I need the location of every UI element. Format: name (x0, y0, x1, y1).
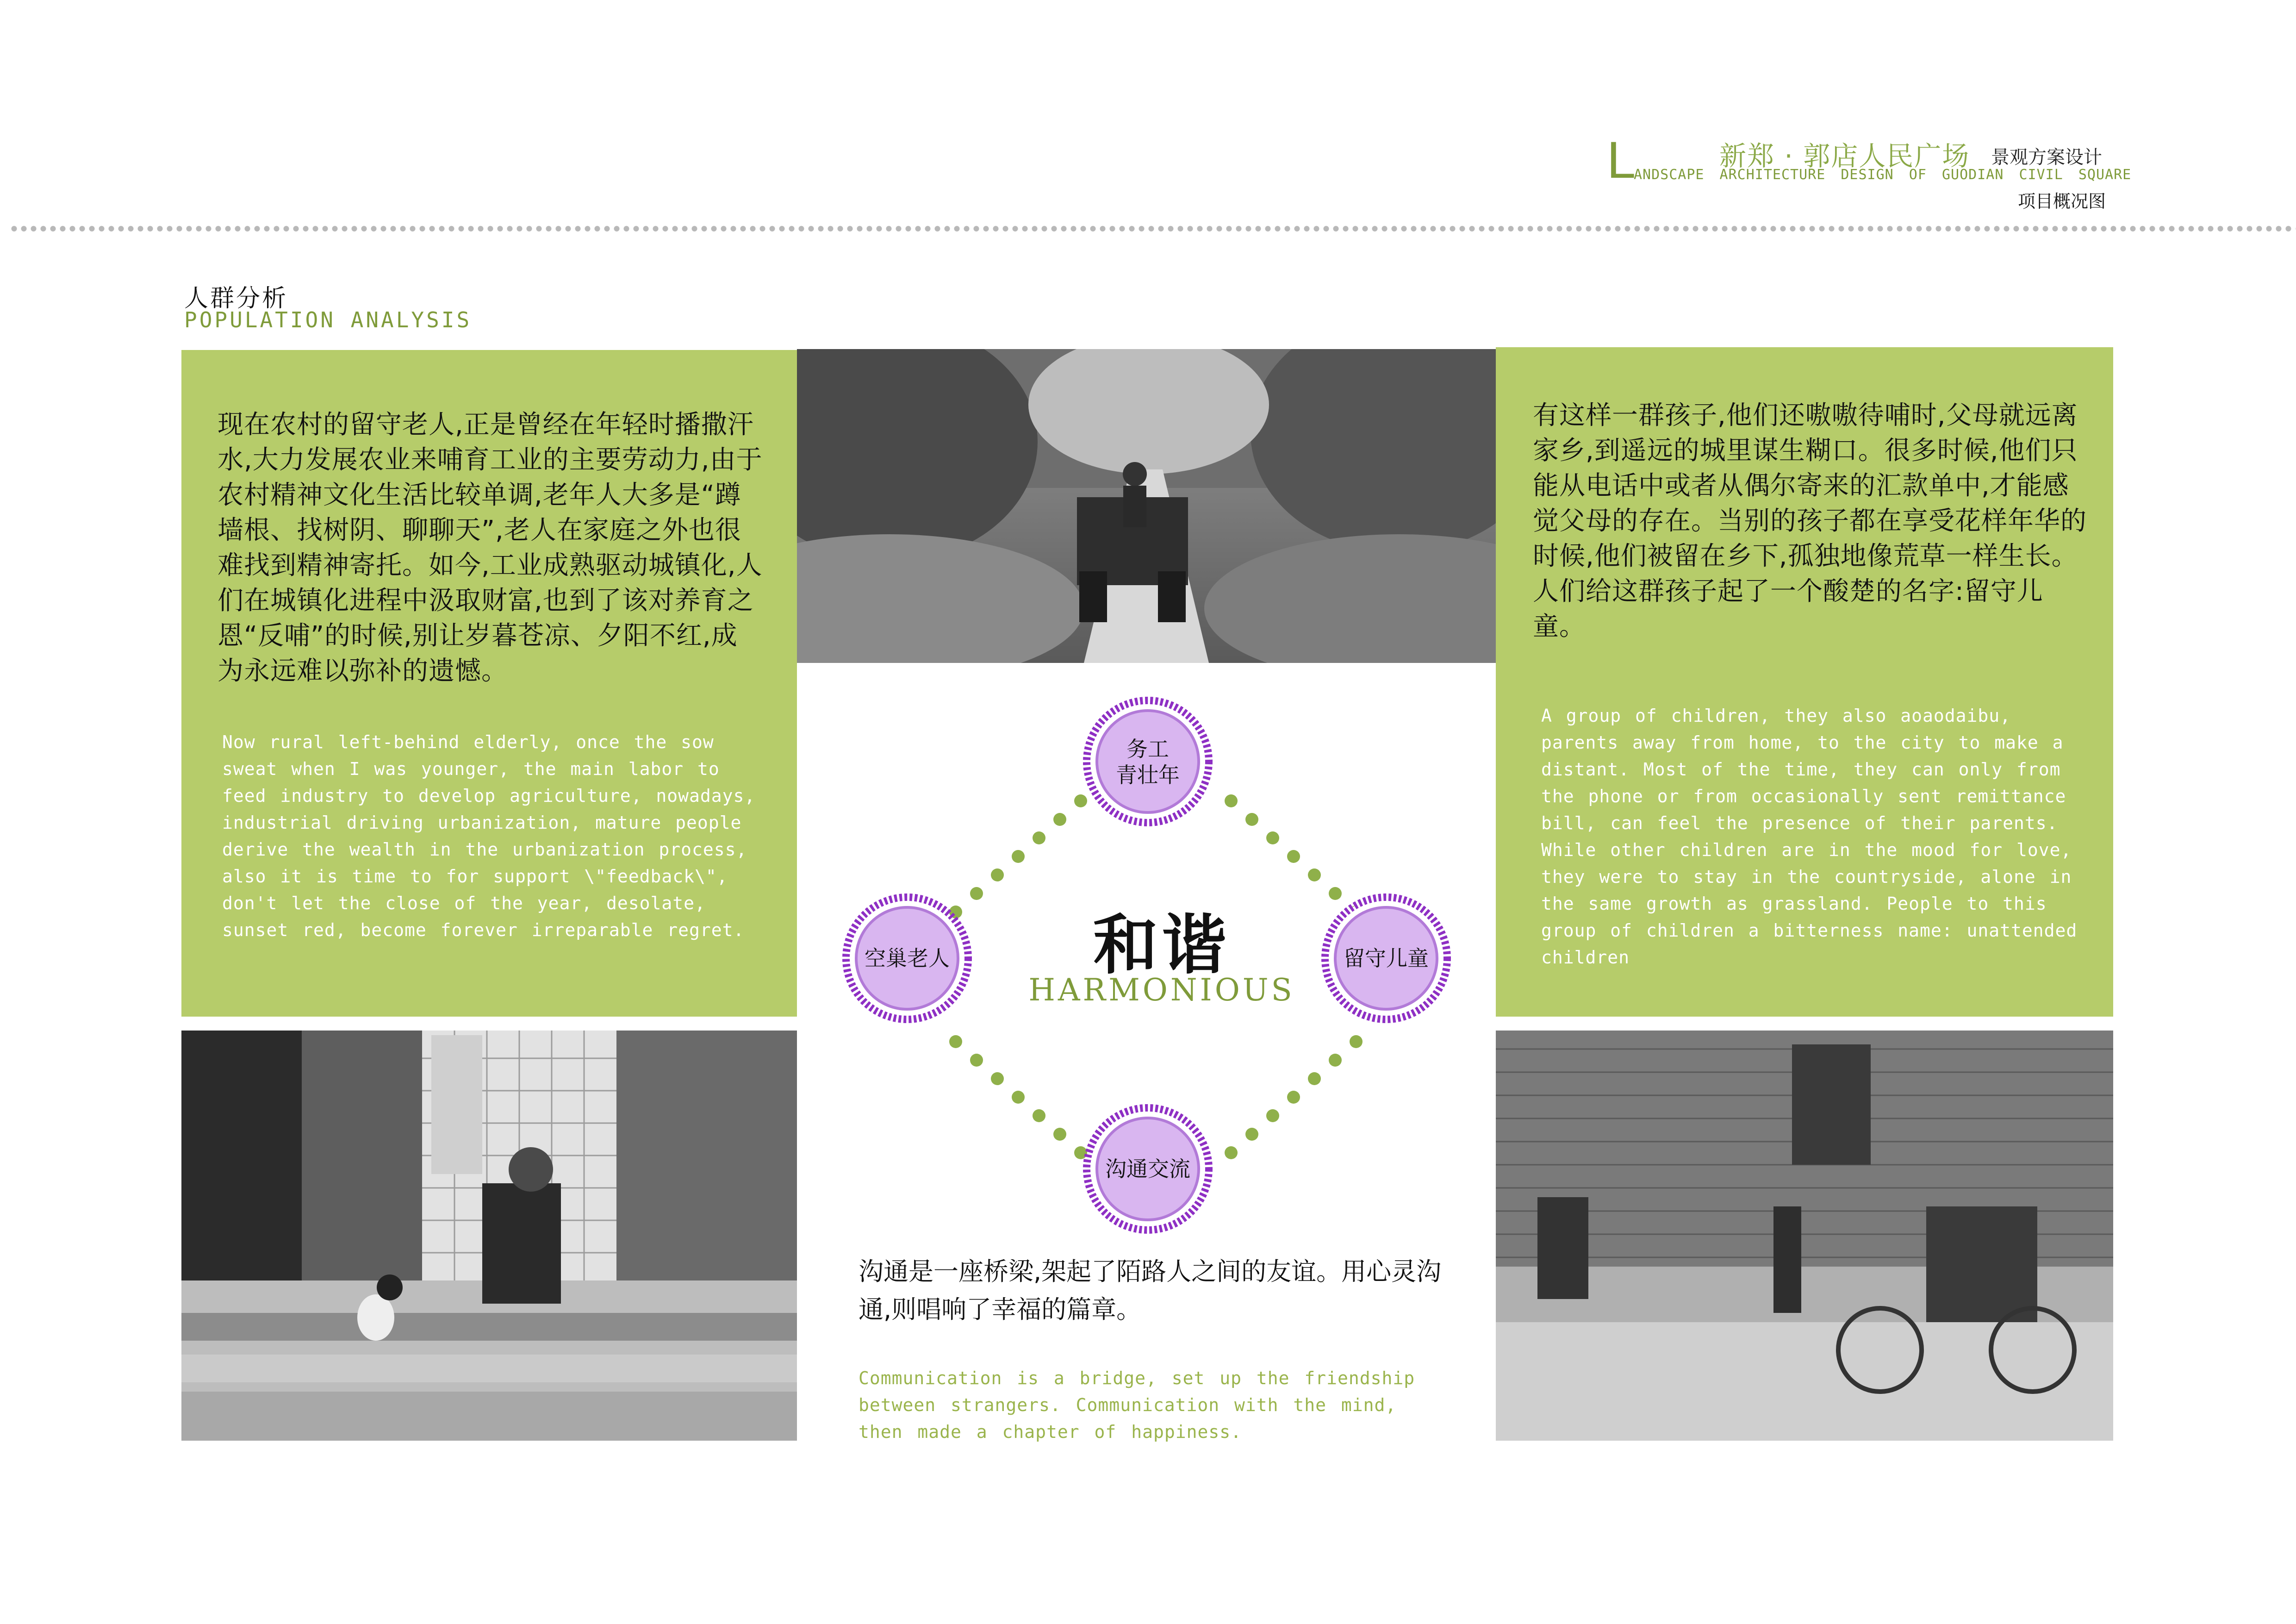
right-panel-text-en: A group of children, they also aoaodaibu, parents away from home, to the city to make a distant. Most of the time, they can only from the phone or from occasionally sent remittance bill, can feel the presence of their parents. While other children are in the mood for love, they were to stay in the countryside, alone in the same growth as grassland. People to this group of children a bitterness name: unattended children (1541, 706, 2078, 968)
dotted-divider (9, 225, 2296, 232)
diagram-center-title-cn: 和谐 (1093, 907, 1230, 983)
right-panel-text-cn: 有这样一群孩子,他们还嗷嗷待哺时,父母就远离家乡,到遥远的城里谋生糊口。很多时候,他们只能从电话中或者从偶尔寄来的汇款单中,才能感觉父母的存在。当别的孩子都在享受花样年华的时候,他们被留在乡下,孤独地像荒草一样生长。人们给这群孩子起了一个酸楚的名字:留守儿童。 (1533, 400, 2087, 642)
section-title-en: POPULATION ANALYSIS (184, 307, 472, 332)
communication-text-cn: 沟通是一座桥梁,架起了陌路人之间的友谊。用心灵沟通,则唱响了幸福的篇章。 (859, 1257, 1442, 1324)
node-label-young-workers: 务工 青壮年 (1116, 737, 1180, 787)
diagram-center-title-en: HARMONIOUS (1028, 972, 1295, 1008)
photo-tractor-road (797, 349, 1496, 663)
left-panel-text-en: Now rural left-behind elderly, once the sow sweat when I was younger, the main labor to feed industry to develop agriculture, nowadays, industrial driving urbanization, mature people derive the wealth in the urbanization process, also it is time to for support \"feedback\", don't let the close of the year, desolate, sunset red, become forever irreparable regret. (222, 732, 756, 940)
node-label-communication: 沟通交流 (1105, 1156, 1190, 1181)
header-logo-letter: L (1607, 131, 1636, 189)
section-title-cn: 人群分析 (184, 285, 288, 312)
node-label-empty-nest-elderly: 空巢老人 (865, 946, 950, 971)
header-title-cn: 新郑 · 郭店人民广场 (1719, 140, 1970, 172)
harmony-diagram (824, 685, 1500, 1287)
left-panel-text-cn: 现在农村的留守老人,正是曾经在年轻时播撒汗水,大力发展农业来哺育工业的主要劳动力,由于农村精神文化生活比较单调,老年人大多是“蹲墙根、找树阴、聊聊天”,老人在家庭之外也很难找到精神寄托。如今,工业成熟驱动城镇化,人们在城镇化进程中汲取财富,也到了该对养育之恩“反哺”的时候,别让岁暮苍凉、夕阳不红,成为永远难以弥补的遗憾。 (218, 410, 763, 686)
node-label-left-behind-children: 留守儿童 (1344, 946, 1429, 971)
header-title-en: ANDSCAPE ARCHITECTURE DESIGN OF GUODIAN CIVIL SQUARE (1634, 167, 2132, 183)
photo-elderly-man (181, 1031, 797, 1441)
communication-text-en: Communication is a bridge, set up the friendship between strangers. Communication with the mind, then made a chapter of happiness. (859, 1368, 1415, 1442)
header-subtitle: 项目概况图 (2018, 191, 2106, 212)
photo-children-wall (1496, 1031, 2113, 1441)
header-title-cn-suffix: 景观方案设计 (1991, 147, 2102, 168)
